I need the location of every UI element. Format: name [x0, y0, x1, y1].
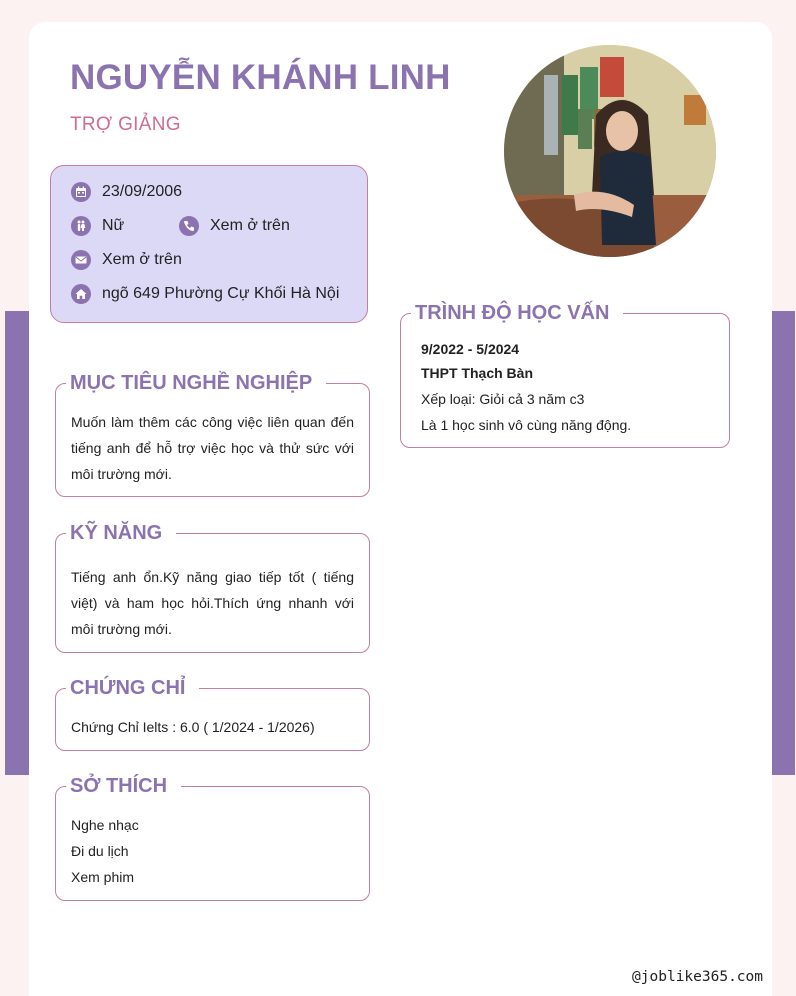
skills-text: Tiếng anh ổn.Kỹ năng giao tiếp tốt ( tiếng việt) và ham học hỏi.Thích ứng nhanh với môi trường mới. [71, 569, 354, 637]
skills-section [55, 522, 370, 653]
education-note: Là 1 học sinh vô cùng năng động. [421, 417, 632, 433]
candidate-name: NGUYỄN KHÁNH LINH [70, 58, 451, 97]
email-value: Xem ở trên [102, 251, 182, 268]
candidate-role: TRỢ GIẢNG [70, 114, 181, 135]
education-entry [421, 337, 714, 437]
hobbies-title: SỞ THÍCH [66, 773, 181, 799]
gender-icon [71, 216, 91, 236]
birthday-value: 23/09/2006 [102, 183, 183, 200]
certificates-section [55, 677, 370, 751]
objective-section [55, 372, 370, 497]
contact-info-box [50, 165, 368, 323]
home-icon [71, 284, 91, 304]
address-value: ngõ 649 Phường Cự Khối Hà Nội [102, 285, 340, 302]
hobbies-list [71, 812, 354, 890]
contact-phone [179, 216, 290, 236]
certificates-title: CHỨNG CHỈ [66, 675, 199, 701]
site-watermark: @joblike365.com [632, 969, 763, 985]
education-grade: Xếp loại: Giỏi cả 3 năm c3 [421, 391, 585, 407]
certificate-item: Chứng Chỉ Ielts : 6.0 ( 1/2024 - 1/2026) [71, 719, 315, 735]
objective-text: Muốn làm thêm các công việc liên quan đến tiếng anh để hỗ trợ việc học và thử sức với môi trường mới. [71, 414, 354, 482]
left-decor-band [5, 311, 29, 775]
profile-photo [504, 45, 716, 257]
mail-icon [71, 250, 91, 270]
contact-address [71, 284, 339, 304]
objective-title: MỤC TIÊU NGHỀ NGHIỆP [66, 370, 326, 396]
cv-page [29, 22, 772, 996]
phone-icon [179, 216, 199, 236]
contact-email [71, 250, 182, 270]
phone-value: Xem ở trên [210, 217, 290, 234]
hobby-item: Xem phim [71, 869, 135, 885]
profile-photo-illustration [504, 45, 716, 257]
hobby-item: Đi du lịch [71, 843, 129, 859]
skills-title: KỸ NĂNG [66, 520, 176, 546]
education-title: TRÌNH ĐỘ HỌC VẤN [411, 300, 623, 326]
hobbies-section [55, 775, 370, 901]
education-period: 9/2022 - 5/2024 [421, 341, 520, 357]
hobby-item: Nghe nhạc [71, 817, 139, 833]
contact-gender [71, 216, 124, 236]
contact-birthday [71, 182, 182, 202]
right-decor-band [771, 311, 795, 775]
education-school: THPT Thạch Bàn [421, 365, 534, 381]
gender-value: Nữ [102, 217, 125, 234]
education-section [400, 302, 730, 448]
calendar-icon [71, 182, 91, 202]
